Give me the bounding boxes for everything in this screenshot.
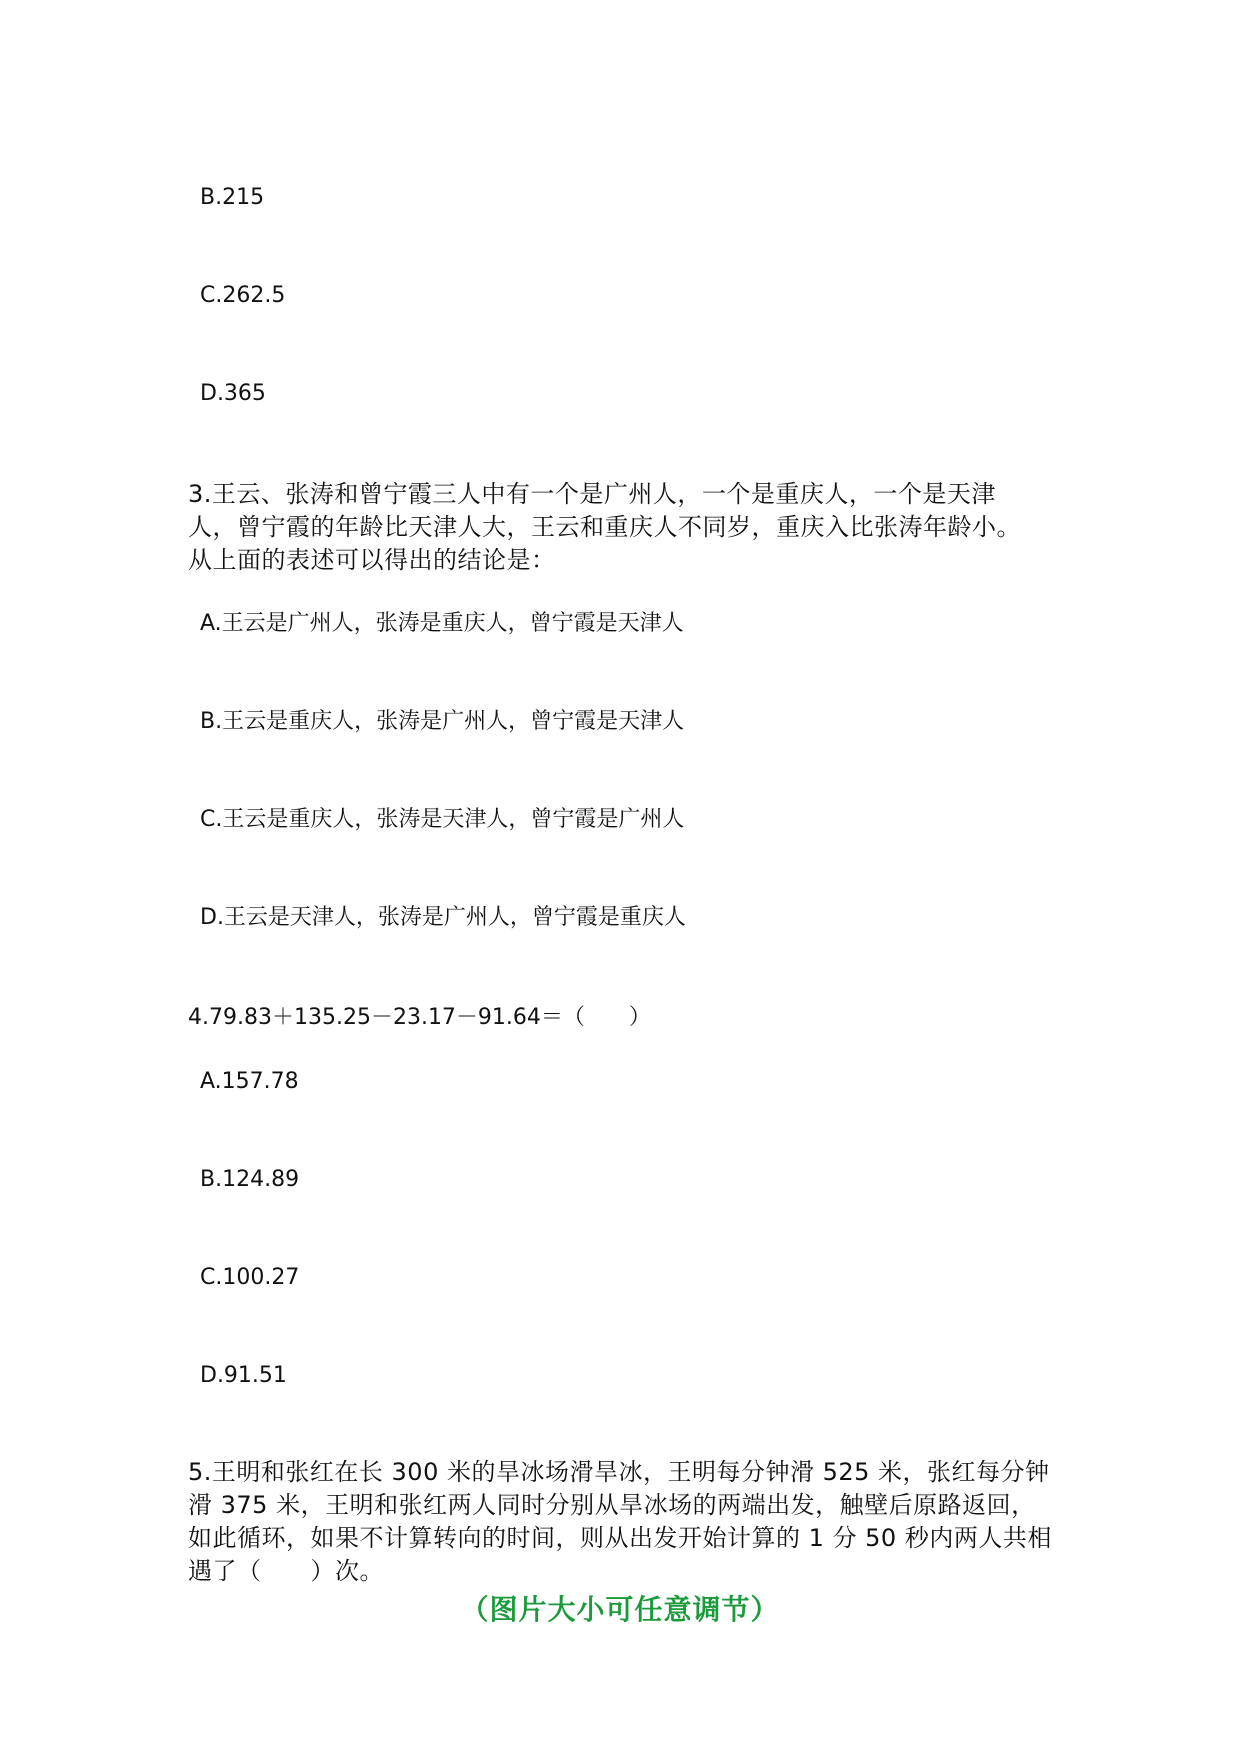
q3-option-b: B.王云是重庆人，张涛是广州人，曾宁霞是天津人 xyxy=(200,709,685,734)
q4-option-b: B.124.89 xyxy=(200,1167,300,1192)
q5-stem-line: 滑 375 米，王明和张红两人同时分别从旱冰场的两端出发，触壁后原路返回， xyxy=(188,1491,1036,1519)
q3-stem xyxy=(188,478,1068,577)
q5-stem-line: 遇了（ ）次。 xyxy=(188,1557,384,1585)
q4-option-d: D.91.51 xyxy=(200,1363,287,1388)
q2-option-d: D.365 xyxy=(200,381,266,406)
q3-stem-line: 3.王云、张涛和曾宁霞三人中有一个是广州人，一个是重庆人，一个是天津 xyxy=(188,480,996,508)
q5-stem-line: 如此循环，如果不计算转向的时间，则从出发开始计算的 1 分 50 秒内两人共相 xyxy=(188,1524,1052,1552)
q3-option-a: A.王云是广州人，张涛是重庆人，曾宁霞是天津人 xyxy=(200,611,684,636)
q5-stem xyxy=(188,1456,1068,1588)
q3-stem-line: 从上面的表述可以得出的结论是： xyxy=(188,546,556,574)
q3-option-c: C.王云是重庆人，张涛是天津人，曾宁霞是广州人 xyxy=(200,807,685,832)
q3-option-d: D.王云是天津人，张涛是广州人，曾宁霞是重庆人 xyxy=(200,905,686,930)
q2-option-c: C.262.5 xyxy=(200,283,286,308)
q5-stem-line: 5.王明和张红在长 300 米的旱冰场滑旱冰，王明每分钟滑 525 米，张红每分钟 xyxy=(188,1458,1050,1486)
q4-option-c: C.100.27 xyxy=(200,1265,300,1290)
q4-option-a: A.157.78 xyxy=(200,1069,299,1094)
q3-stem-line: 人，曾宁霞的年龄比天津人大，王云和重庆人不同岁，重庆入比张涛年龄小。 xyxy=(188,513,1021,541)
resize-caption: （图片大小可任意调节） xyxy=(460,1593,780,1626)
q4-stem: 4.79.83＋135.25－23.17－91.64＝（ ） xyxy=(188,1005,651,1030)
q2-option-b: B.215 xyxy=(200,185,265,210)
